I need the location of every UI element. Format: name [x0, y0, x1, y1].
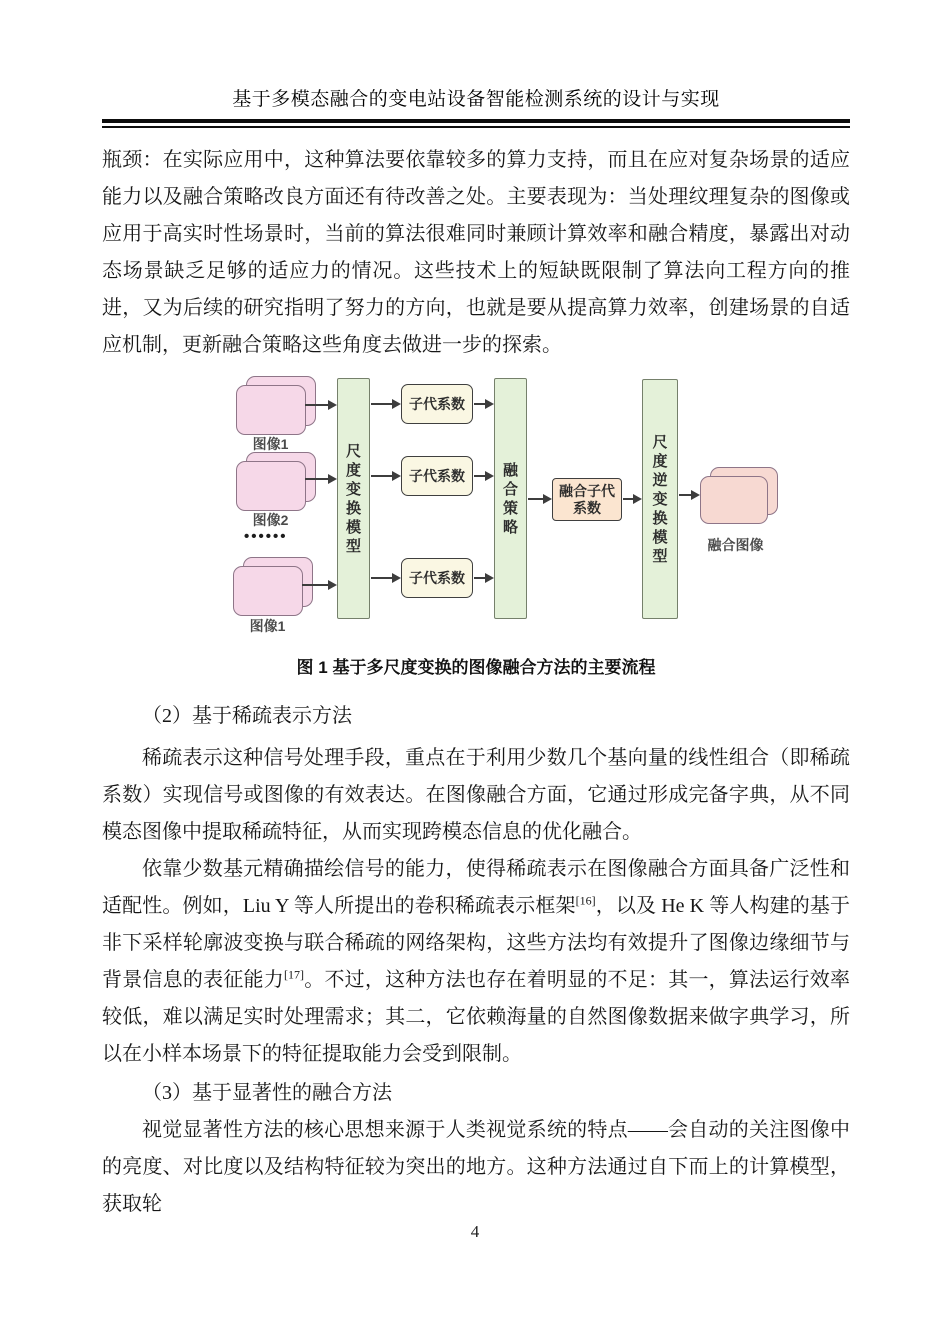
arrow [305, 478, 335, 480]
page-title: 基于多模态融合的变电站设备智能检测系统的设计与实现 [232, 89, 720, 110]
arrow [679, 494, 698, 496]
input-image-2-label: 图像2 [252, 512, 289, 528]
scale-transform-box [337, 378, 370, 619]
image-card [233, 566, 303, 616]
arrow [623, 498, 640, 500]
input-image-stack-3 [233, 557, 313, 615]
fused-image-label: 融合图像 [707, 537, 764, 553]
fused-coeff-label: 融合子代系数 [559, 482, 615, 516]
arrow [305, 404, 335, 406]
coeff-box-3-label: 子代系数 [409, 570, 465, 586]
fusion-strategy-label: 融合策略 [502, 461, 518, 536]
ellipsis-dots: •••••• [244, 528, 288, 545]
fused-image-stack [700, 467, 780, 525]
input-image-3-label: 图像1 [249, 618, 286, 634]
coeff-box-2-label: 子代系数 [409, 468, 465, 484]
section-heading-3: （3）基于显著性的融合方法 [142, 1082, 392, 1104]
citation-17: [17] [284, 967, 304, 982]
image-card [236, 385, 306, 435]
input-image-stack-1 [236, 376, 316, 434]
paragraph-text-segment: ，以及 He K 等人构建的基于非下采样轮廓波变换与联合稀疏的网络架构，这些方法均有效提升了图像边缘细节与背景信息的表征能力 [102, 895, 850, 991]
arrow [371, 403, 399, 405]
arrow [371, 475, 399, 477]
arrow [474, 475, 492, 477]
fusion-strategy-box [494, 378, 527, 619]
paragraph-saliency: 视觉显著性方法的核心思想来源于人类视觉系统的特点——会自动的关注图像中的亮度、对比度以及结构特征较为突出的地方。这种方法通过自下而上的计算模型，获取轮 [102, 1119, 850, 1215]
figure-caption: 图 1 基于多尺度变换的图像融合方法的主要流程 [296, 658, 656, 677]
header-rule [102, 119, 850, 128]
coeff-box-2 [401, 456, 473, 496]
page-number: 4 [470, 1222, 480, 1241]
arrow [371, 577, 399, 579]
section-heading-2: （2）基于稀疏表示方法 [142, 705, 352, 727]
arrow [474, 403, 492, 405]
arrow [302, 584, 335, 586]
scale-transform-label: 尺度变换模型 [345, 442, 361, 555]
arrow [528, 498, 550, 500]
citation-16: [16] [575, 893, 596, 908]
input-image-stack-2 [236, 452, 316, 510]
paragraph-sparse-detail [102, 851, 850, 1073]
image-card [700, 476, 768, 524]
paragraph-sparse-intro: 稀疏表示这种信号处理手段，重点在于利用少数几个基向量的线性组合（即稀疏系数）实现信号或图像的有效表达。在图像融合方面，它通过形成完备字典，从不同模态图像中提取稀疏特征，从而实现跨模态信息的优化融合。 [102, 747, 850, 843]
coeff-box-1-label: 子代系数 [409, 396, 465, 412]
fused-coeff-box [552, 478, 622, 521]
inverse-transform-box [642, 379, 678, 619]
coeff-box-1 [401, 384, 473, 424]
inverse-transform-label: 尺度逆变换模型 [652, 433, 668, 565]
arrow [474, 577, 492, 579]
figure-fusion-flowchart [102, 372, 850, 642]
image-card [236, 461, 306, 511]
paragraph-bottleneck: 瓶颈：在实际应用中，这种算法要依靠较多的算力支持，而且在应对复杂场景的适应能力以及融合策略改良方面还有待改善之处。主要表现为：当处理纹理复杂的图像或应用于高实时性场景时，当前的算法很难同时兼顾计算效率和融合精度，暴露出对动态场景缺乏足够的适应力的情况。这些技术上的短缺既限制了算法向工程方向的推进，又为后续的研究指明了努力的方向，也就是要从提高算力效率，创建场景的自适应机制，更新融合策略这些角度去做进一步的探索。 [102, 149, 850, 356]
paragraph-text-segment: 。不过，这种方法也存在着明显的不足：其一，算法运行效率较低，难以满足实时处理需求；其二，它依赖海量的自然图像数据来做字典学习，所以在小样本场景下的特征提取能力会受到限制。 [102, 969, 850, 1065]
paragraph-text-segment: 依靠少数基元精确描绘信号的能力，使得稀疏表示在图像融合方面具备广泛性和适配性。例如，Liu Y 等人所提出的卷积稀疏表示框架 [102, 858, 850, 917]
input-image-1-label: 图像1 [252, 436, 289, 452]
page-body [102, 142, 850, 1223]
coeff-box-3 [401, 558, 473, 598]
